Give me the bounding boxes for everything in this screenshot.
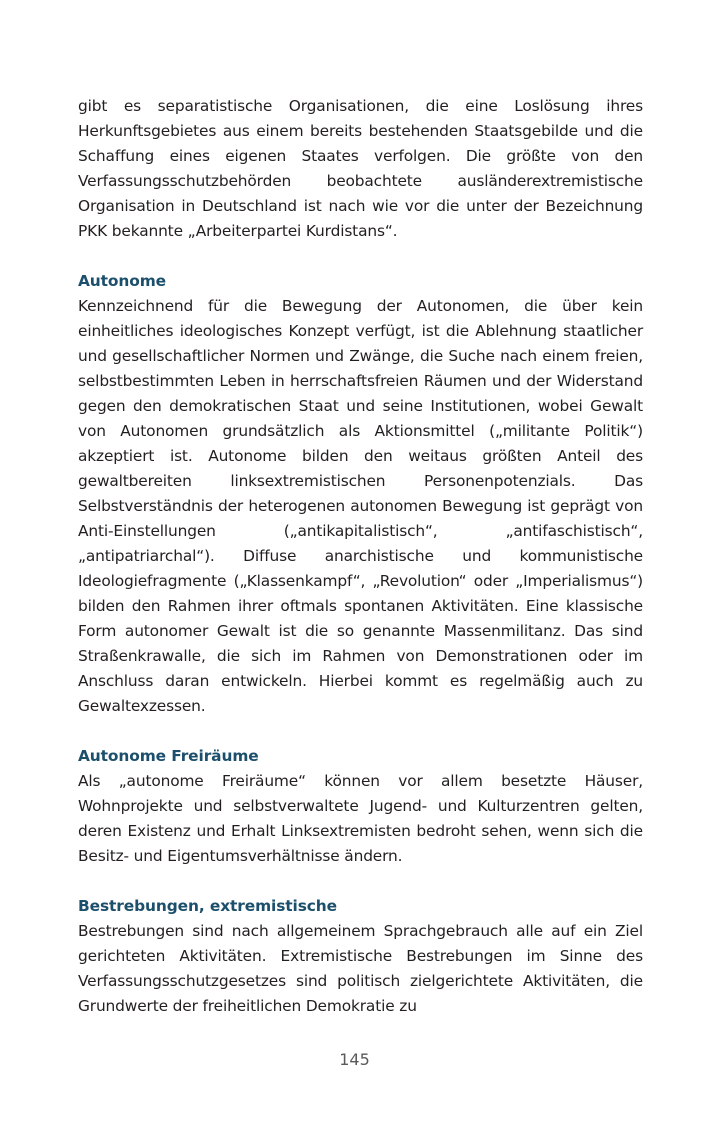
page-content	[78, 94, 643, 1019]
section-heading-autonome-freiraeume: Autonome Freiräume	[78, 747, 259, 765]
page-number: 145	[339, 1050, 370, 1069]
section-spacer	[78, 719, 643, 744]
section-heading-autonome: Autonome	[78, 272, 167, 290]
section-spacer	[78, 869, 643, 894]
section-body-bestrebungen: Bestrebungen sind nach allgemeinem Sprachgebrauch alle auf ein Ziel gerichteten Aktivitäten. Extremistische Bestrebungen im Sinne des Verfassungsschutzgesetzes sind politisch zielgerichtete Aktivitäten, die Grundwerte der freiheitlichen Demokratie zu	[78, 922, 643, 1015]
section-body-autonome: Kennzeichnend für die Bewegung der Autonomen, die über kein einheitliches ideologisches Konzept verfügt, ist die Ablehnung staatlicher und gesellschaftlicher Normen und Zwänge, die Suche nach einem freien, selbstbestimmten Leben in herrschaftsfreien Räumen und der Widerstand gegen den demokratischen Staat und seine Institutionen, wobei Gewalt von Autonomen grundsätzlich als Aktionsmittel („militante Politik“) akzeptiert ist. Autonome bilden den weitaus größten Anteil des gewaltbereiten linksextremistischen Personenpotenzials. Das Selbstverständnis der heterogenen autonomen Bewegung ist geprägt von Anti-Einstellungen („antikapitalistisch“, „antifaschistisch“, „antipatriarchal“). Diffuse anarchistische und kommunistische Ideologiefragmente („Klassenkampf“, „Revolution“ oder „Imperialismus“) bilden den Rahmen ihrer oftmals spontanen Aktivitäten. Eine klassische Form autonomer Gewalt ist die so genannte Massenmilitanz. Das sind Straßenkrawalle, die sich im Rahmen von Demonstrationen oder im Anschluss daran entwickeln. Hierbei kommt es regelmäßig auch zu Gewaltexzessen.	[78, 297, 643, 715]
section-body-autonome-freiraeume: Als „autonome Freiräume“ können vor allem besetzte Häuser, Wohnprojekte und selbstverwaltete Jugend- und Kulturzentren gelten, deren Existenz und Erhalt Linksextremisten bedroht sehen, wenn sich die Besitz- und Eigentumsverhältnisse ändern.	[78, 772, 643, 865]
intro-paragraph: gibt es separatistische Organisationen, die eine Loslösung ihres Herkunftsgebietes aus einem bereits bestehenden Staatsgebilde und die Schaffung eines eigenen Staates verfolgen. Die größte von den Verfassungsschutzbehörden beobachtete ausländerextremistische Organisation in Deutschland ist nach wie vor die unter der Bezeichnung PKK bekannte „Arbeiterpartei Kurdistans“.	[78, 97, 643, 240]
section-heading-bestrebungen: Bestrebungen, extremistische	[78, 897, 337, 915]
section-spacer	[78, 244, 643, 269]
